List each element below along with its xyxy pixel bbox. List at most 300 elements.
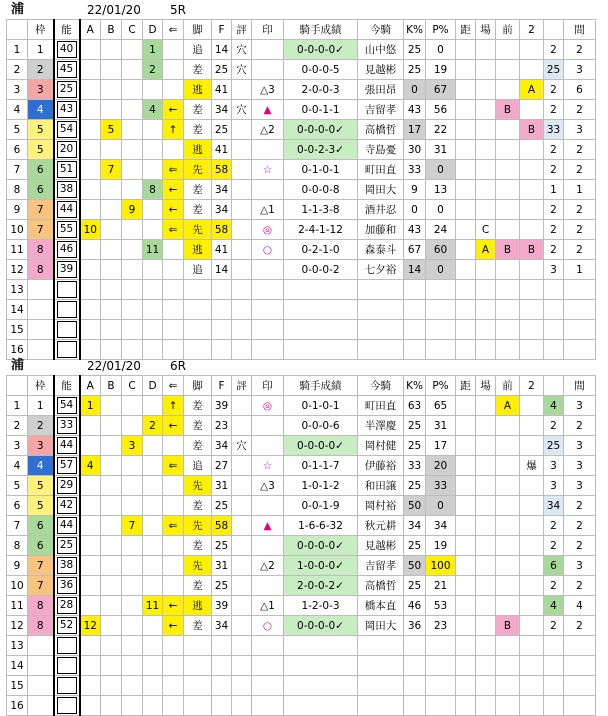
p-percent <box>426 340 456 360</box>
rank-b <box>101 556 122 576</box>
horse-number <box>54 396 80 416</box>
x-cell: 6 <box>544 556 564 576</box>
style-cell: 差 <box>184 180 212 200</box>
rank-b <box>101 320 122 340</box>
rank-d: 11 <box>143 596 163 616</box>
rank-c <box>122 300 143 320</box>
row-index: 14 <box>7 656 28 676</box>
row-index: 7 <box>7 516 28 536</box>
k-percent: 33 <box>404 160 426 180</box>
rank-a: 1 <box>80 396 101 416</box>
mark-cell <box>252 60 284 80</box>
jockey-record: 0-1-0-1 <box>284 160 358 180</box>
kan-cell: 3 <box>564 396 596 416</box>
waku-cell: 8 <box>28 260 54 280</box>
rank-a <box>80 300 101 320</box>
ba-cell <box>476 476 496 496</box>
rank-b <box>101 100 122 120</box>
horse-number-box: 44 <box>57 201 77 218</box>
arrow-cell <box>163 436 184 456</box>
ni-cell: B <box>520 120 544 140</box>
rank-a <box>80 536 101 556</box>
row-index: 13 <box>7 280 28 300</box>
table-row[interactable] <box>7 416 596 436</box>
style-cell <box>184 300 212 320</box>
table-row[interactable] <box>7 320 596 340</box>
x-cell: 2 <box>544 100 564 120</box>
kan-cell: 1 <box>564 260 596 280</box>
jockey-record: 0-0-0-8 <box>284 180 358 200</box>
ba-cell <box>476 516 496 536</box>
style-cell <box>184 320 212 340</box>
table-row[interactable] <box>7 80 596 100</box>
kan-cell <box>564 656 596 676</box>
ba-cell <box>476 260 496 280</box>
ni-cell <box>520 676 544 696</box>
hyo-cell: 穴 <box>232 60 252 80</box>
rank-b <box>101 180 122 200</box>
rank-c <box>122 656 143 676</box>
kan-cell: 2 <box>564 140 596 160</box>
horse-number-box: 45 <box>57 61 77 78</box>
f-value <box>212 280 232 300</box>
horse-number-box: 38 <box>57 181 77 198</box>
horse-number <box>54 676 80 696</box>
horse-number <box>54 536 80 556</box>
mae-cell <box>496 436 520 456</box>
horse-number-box: 28 <box>57 597 77 614</box>
table-row[interactable] <box>7 576 596 596</box>
waku-cell: 5 <box>28 140 54 160</box>
table-row[interactable] <box>7 636 596 656</box>
p-percent <box>426 676 456 696</box>
dist-cell <box>456 160 476 180</box>
jockey-name: 岡田大 <box>358 180 404 200</box>
waku-cell: 4 <box>28 100 54 120</box>
row-index: 4 <box>7 100 28 120</box>
arrow-cell: ← <box>163 416 184 436</box>
dist-cell <box>456 60 476 80</box>
table-row[interactable] <box>7 656 596 676</box>
f-value <box>212 636 232 656</box>
jockey-record <box>284 656 358 676</box>
style-cell: 差 <box>184 436 212 456</box>
arrow-cell: ← <box>163 616 184 636</box>
arrow-cell: ⇐ <box>163 516 184 536</box>
hyo-cell <box>232 120 252 140</box>
arrow-cell: ← <box>163 596 184 616</box>
ni-cell <box>520 280 544 300</box>
dist-cell <box>456 436 476 456</box>
hyo-cell <box>232 496 252 516</box>
row-index: 5 <box>7 120 28 140</box>
row-index: 5 <box>7 476 28 496</box>
style-cell: 差 <box>184 200 212 220</box>
mark-cell: △1 <box>252 200 284 220</box>
column-header: F <box>212 20 232 40</box>
rank-a: 4 <box>80 456 101 476</box>
horse-number-box: 20 <box>57 141 77 158</box>
kan-cell: 3 <box>564 476 596 496</box>
waku-cell: 6 <box>28 516 54 536</box>
dist-cell <box>456 416 476 436</box>
dist-cell <box>456 656 476 676</box>
table-row[interactable] <box>7 220 596 240</box>
jockey-name: 町田直 <box>358 160 404 180</box>
column-header: B <box>101 376 122 396</box>
table-row[interactable] <box>7 160 596 180</box>
p-percent: 0 <box>426 496 456 516</box>
jockey-name: 張田昂 <box>358 80 404 100</box>
mae-cell <box>496 120 520 140</box>
mark-cell: ◎ <box>252 396 284 416</box>
column-header: 2 <box>520 376 544 396</box>
mae-cell <box>496 536 520 556</box>
horse-number <box>54 140 80 160</box>
horse-number-box <box>57 657 77 674</box>
horse-number-box: 33 <box>57 417 77 434</box>
f-value: 25 <box>212 576 232 596</box>
rank-d <box>143 160 163 180</box>
style-cell: 差 <box>184 416 212 436</box>
horse-number <box>54 556 80 576</box>
horse-number <box>54 100 80 120</box>
waku-cell <box>28 300 54 320</box>
table-row[interactable] <box>7 280 596 300</box>
hyo-cell <box>232 656 252 676</box>
row-index: 12 <box>7 616 28 636</box>
rank-b: 7 <box>101 160 122 180</box>
waku-cell: 6 <box>28 180 54 200</box>
jockey-name: 山中悠 <box>358 40 404 60</box>
rank-b <box>101 636 122 656</box>
style-cell: 逃 <box>184 80 212 100</box>
horse-number-box: 54 <box>57 397 77 414</box>
table-row[interactable] <box>7 476 596 496</box>
jockey-name: 森泰斗 <box>358 240 404 260</box>
rank-d <box>143 636 163 656</box>
mae-cell <box>496 60 520 80</box>
horse-number <box>54 596 80 616</box>
horse-number-box <box>57 637 77 654</box>
mark-cell: △3 <box>252 476 284 496</box>
table-row[interactable] <box>7 536 596 556</box>
hyo-cell <box>232 556 252 576</box>
rank-c <box>122 260 143 280</box>
jockey-record <box>284 280 358 300</box>
ba-cell: C <box>476 220 496 240</box>
dist-cell <box>456 280 476 300</box>
rank-c <box>122 280 143 300</box>
dist-cell <box>456 180 476 200</box>
horse-number-box <box>57 341 77 358</box>
table-row[interactable] <box>7 676 596 696</box>
horse-number <box>54 576 80 596</box>
row-index: 14 <box>7 300 28 320</box>
k-percent: 50 <box>404 556 426 576</box>
column-header: 騎手成績 <box>284 20 358 40</box>
rank-a <box>80 676 101 696</box>
dist-cell <box>456 576 476 596</box>
kan-cell <box>564 300 596 320</box>
waku-cell: 3 <box>28 436 54 456</box>
arrow-cell <box>163 40 184 60</box>
x-cell: 4 <box>544 596 564 616</box>
table-row[interactable] <box>7 40 596 60</box>
column-header: 間 <box>564 20 596 40</box>
column-header: 印 <box>252 376 284 396</box>
table-row[interactable] <box>7 496 596 516</box>
jockey-name: 伊藤裕 <box>358 456 404 476</box>
arrow-cell: ← <box>163 100 184 120</box>
table-row[interactable] <box>7 60 596 80</box>
row-index: 9 <box>7 556 28 576</box>
jockey-record: 0-0-0-2 <box>284 260 358 280</box>
ba-cell <box>476 200 496 220</box>
mae-cell <box>496 496 520 516</box>
dist-cell <box>456 100 476 120</box>
mae-cell <box>496 516 520 536</box>
table-row[interactable] <box>7 300 596 320</box>
jockey-name: 町田直 <box>358 396 404 416</box>
ni-cell <box>520 260 544 280</box>
waku-cell <box>28 320 54 340</box>
table-row[interactable] <box>7 100 596 120</box>
ni-cell <box>520 596 544 616</box>
p-percent: 67 <box>426 80 456 100</box>
table-row[interactable] <box>7 200 596 220</box>
table-row[interactable] <box>7 120 596 140</box>
x-cell: 33 <box>544 120 564 140</box>
column-header: 距 <box>456 376 476 396</box>
column-header: 評 <box>232 376 252 396</box>
kan-cell <box>564 320 596 340</box>
rank-c <box>122 416 143 436</box>
table-row[interactable] <box>7 516 596 536</box>
style-cell <box>184 676 212 696</box>
arrow-cell <box>163 300 184 320</box>
style-cell: 逃 <box>184 596 212 616</box>
x-cell: 25 <box>544 436 564 456</box>
row-index: 1 <box>7 40 28 60</box>
dist-cell <box>456 260 476 280</box>
row-index: 8 <box>7 536 28 556</box>
table-row[interactable] <box>7 140 596 160</box>
rank-c <box>122 320 143 340</box>
k-percent: 43 <box>404 100 426 120</box>
kan-cell <box>564 280 596 300</box>
column-header: ⇐ <box>163 20 184 40</box>
dist-cell <box>456 240 476 260</box>
waku-cell: 6 <box>28 160 54 180</box>
table-row[interactable] <box>7 556 596 576</box>
waku-cell <box>28 676 54 696</box>
rank-b <box>101 80 122 100</box>
hyo-cell <box>232 320 252 340</box>
table-row[interactable] <box>7 260 596 280</box>
x-cell <box>544 340 564 360</box>
kan-cell: 2 <box>564 416 596 436</box>
f-value: 14 <box>212 40 232 60</box>
ba-cell <box>476 676 496 696</box>
style-cell: 差 <box>184 536 212 556</box>
arrow-cell: ↑ <box>163 396 184 416</box>
row-index: 10 <box>7 576 28 596</box>
rank-a <box>80 636 101 656</box>
column-header: 枠 <box>28 376 54 396</box>
rank-b <box>101 476 122 496</box>
dist-cell <box>456 676 476 696</box>
table-row[interactable] <box>7 456 596 476</box>
f-value <box>212 320 232 340</box>
jockey-record: 0-0-0-0✓ <box>284 436 358 456</box>
f-value: 34 <box>212 616 232 636</box>
mae-cell <box>496 476 520 496</box>
rank-b: 5 <box>101 120 122 140</box>
style-cell: 先 <box>184 476 212 496</box>
dist-cell <box>456 200 476 220</box>
column-header: 能 <box>54 376 80 396</box>
x-cell: 2 <box>544 416 564 436</box>
p-percent: 100 <box>426 556 456 576</box>
jockey-record <box>284 676 358 696</box>
rank-b <box>101 260 122 280</box>
ni-cell <box>520 140 544 160</box>
hyo-cell <box>232 180 252 200</box>
mae-cell <box>496 200 520 220</box>
date-label: 22/01/20 <box>87 3 141 17</box>
rank-a <box>80 516 101 536</box>
table-row[interactable] <box>7 616 596 636</box>
ni-cell <box>520 536 544 556</box>
f-value: 25 <box>212 496 232 516</box>
dist-cell <box>456 636 476 656</box>
waku-cell: 7 <box>28 556 54 576</box>
p-percent: 24 <box>426 220 456 240</box>
mark-cell: △1 <box>252 596 284 616</box>
dist-cell <box>456 140 476 160</box>
ni-cell <box>520 656 544 676</box>
arrow-cell: ← <box>163 200 184 220</box>
column-header: ⇐ <box>163 376 184 396</box>
mark-cell: ▲ <box>252 100 284 120</box>
ni-cell: 爆 <box>520 456 544 476</box>
kan-cell: 3 <box>564 456 596 476</box>
jockey-record: 0-0-2-3✓ <box>284 140 358 160</box>
column-header: A <box>80 376 101 396</box>
f-value <box>212 300 232 320</box>
table-row[interactable] <box>7 596 596 616</box>
hyo-cell <box>232 280 252 300</box>
rank-b <box>101 40 122 60</box>
column-header: 場 <box>476 376 496 396</box>
ba-cell <box>476 320 496 340</box>
rank-b <box>101 596 122 616</box>
jockey-name <box>358 636 404 656</box>
dist-cell <box>456 516 476 536</box>
horse-number <box>54 656 80 676</box>
hyo-cell <box>232 200 252 220</box>
f-value: 14 <box>212 260 232 280</box>
p-percent <box>426 656 456 676</box>
mae-cell: A <box>496 396 520 416</box>
venue-label: 浦 <box>11 2 25 17</box>
ni-cell <box>520 516 544 536</box>
mae-cell <box>496 456 520 476</box>
rank-b <box>101 616 122 636</box>
rank-d <box>143 676 163 696</box>
x-cell: 2 <box>544 240 564 260</box>
k-percent: 34 <box>404 516 426 536</box>
k-percent: 36 <box>404 616 426 636</box>
k-percent: 25 <box>404 60 426 80</box>
p-percent: 21 <box>426 576 456 596</box>
jockey-record <box>284 320 358 340</box>
ni-cell: B <box>520 240 544 260</box>
f-value: 31 <box>212 556 232 576</box>
jockey-name <box>358 300 404 320</box>
jockey-record: 0-0-1-1 <box>284 100 358 120</box>
kan-cell: 3 <box>564 60 596 80</box>
horse-number <box>54 456 80 476</box>
x-cell: 34 <box>544 496 564 516</box>
jockey-record <box>284 636 358 656</box>
waku-cell: 6 <box>28 536 54 556</box>
arrow-cell <box>163 496 184 516</box>
mark-cell: ◎ <box>252 220 284 240</box>
mae-cell <box>496 180 520 200</box>
table-row[interactable] <box>7 436 596 456</box>
x-cell <box>544 320 564 340</box>
mark-cell <box>252 280 284 300</box>
k-percent: 25 <box>404 576 426 596</box>
horse-number-box <box>57 321 77 338</box>
mae-cell <box>496 340 520 360</box>
ni-cell <box>520 160 544 180</box>
f-value: 34 <box>212 200 232 220</box>
hyo-cell <box>232 340 252 360</box>
jockey-record: 0-0-0-0✓ <box>284 536 358 556</box>
table-header-row <box>7 376 596 396</box>
hyo-cell <box>232 80 252 100</box>
jockey-record: 0-0-0-6 <box>284 416 358 436</box>
column-header: 間 <box>564 376 596 396</box>
jockey-name: 橋本直 <box>358 596 404 616</box>
table-row[interactable] <box>7 180 596 200</box>
k-percent <box>404 320 426 340</box>
p-percent: 0 <box>426 200 456 220</box>
waku-cell: 7 <box>28 220 54 240</box>
jockey-record: 0-0-0-0✓ <box>284 120 358 140</box>
kan-cell: 2 <box>564 40 596 60</box>
mark-cell: △2 <box>252 120 284 140</box>
rank-a: 12 <box>80 616 101 636</box>
rank-a <box>80 556 101 576</box>
table-row[interactable] <box>7 240 596 260</box>
row-index: 6 <box>7 496 28 516</box>
arrow-cell <box>163 556 184 576</box>
k-percent <box>404 636 426 656</box>
mark-cell <box>252 536 284 556</box>
kan-cell: 2 <box>564 100 596 120</box>
waku-cell: 2 <box>28 416 54 436</box>
waku-cell: 7 <box>28 576 54 596</box>
mark-cell: ▲ <box>252 516 284 536</box>
table-row[interactable] <box>7 396 596 416</box>
ba-cell <box>476 496 496 516</box>
rank-a: 10 <box>80 220 101 240</box>
mae-cell <box>496 140 520 160</box>
